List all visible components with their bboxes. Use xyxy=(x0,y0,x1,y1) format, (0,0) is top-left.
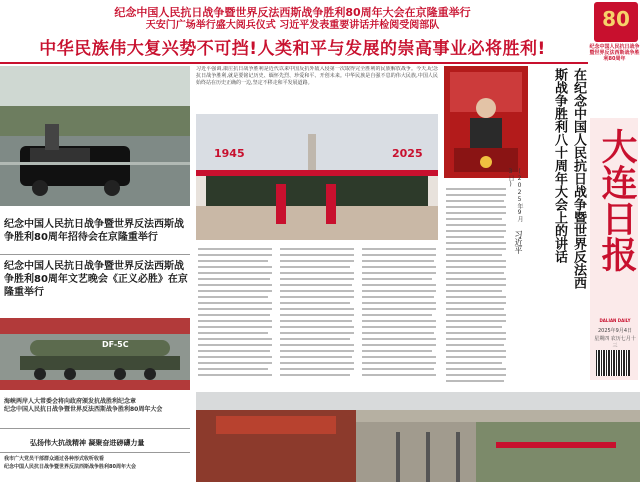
photo-label-2025: 2025 xyxy=(392,147,423,160)
photo-missile-parade xyxy=(0,318,190,390)
lead-article-summary: 习近平强调,康庄抗日战争胜利是近代以来中国反抗外敌入侵第一次取得完全胜利的民族解放战争。今天,纪念抗日战争胜利,就是要铭记历史、缅怀先烈、珍爱和平、开创未来。中华民族是自强不息的伟大民族,中国人民始终站在历史正确的一边,坚定不移走和平发展道路。 xyxy=(196,66,438,86)
speech-body xyxy=(444,184,508,388)
march-illustration xyxy=(196,114,438,240)
speech-text-lines xyxy=(444,184,508,388)
header-sub-line: 天安门广场举行盛大阅兵仪式 习近平发表重要讲话并检阅受阅部队 xyxy=(145,20,440,31)
masthead-english: DALIAN DAILY xyxy=(599,318,631,323)
missile-label: DF-5C xyxy=(102,340,129,349)
missile-illustration xyxy=(0,318,190,390)
speech-title: 在纪念中国人民抗日战争暨世界反法西斯战争胜利八十周年大会上的讲话 xyxy=(552,68,586,289)
left-block-spirit-title: 弘扬伟大抗战精神 凝聚奋进磅礴力量 xyxy=(30,439,145,447)
page-headline: 中华民族伟大复兴势不可挡!人类和平与发展的崇高事业必将胜利! xyxy=(39,39,546,59)
photo-tiananmen-march xyxy=(196,114,438,240)
speaker-illustration xyxy=(444,66,528,178)
header-top-line: 纪念中国人民抗日战争暨世界反法西斯战争胜利80周年大会在京隆重举行 xyxy=(114,6,471,19)
barcode xyxy=(596,350,630,376)
lead-article-columns xyxy=(196,244,438,388)
speech-author: 习近平 xyxy=(514,230,523,254)
text-lines xyxy=(196,244,438,388)
anniversary-badge xyxy=(594,2,638,42)
masthead-name: 大连日报 xyxy=(596,128,638,272)
parade-car-illustration xyxy=(0,66,190,206)
badge-number: 80 xyxy=(602,7,630,31)
left-divider-2 xyxy=(0,428,190,429)
left-block-medal-line1: 海峡两岸人大常委会将向政府颁发抗战胜利纪念章 xyxy=(4,398,137,405)
left-block-medal-line2: 纪念中国人民抗日战争暨世界反法西斯战争胜利80周年大会 xyxy=(4,406,163,413)
header-divider xyxy=(0,62,588,64)
masthead-issue: 星期四 农历七月十三 xyxy=(594,336,636,349)
photo-aerial-parade xyxy=(196,392,640,482)
left-block-city-line1: 我市广大党员干部群众通过各种形式收听收看 xyxy=(4,456,105,462)
left-block-gala-title: 纪念中国人民抗日战争暨世界反法西斯战争胜利80周年文艺晚会《正义必胜》在京隆重举行 xyxy=(4,261,188,298)
photo-label-1945: 1945 xyxy=(214,147,245,160)
left-block-city-line2: 纪念中国人民抗日战争暨世界反法西斯战争胜利80周年大会 xyxy=(4,464,136,470)
left-divider-3 xyxy=(0,452,190,453)
aerial-illustration xyxy=(196,392,640,482)
left-divider-1 xyxy=(0,254,190,255)
photo-speaker xyxy=(444,66,528,178)
masthead-date: 2025年9月4日 xyxy=(597,328,633,334)
photo-parade-car xyxy=(0,66,190,206)
speech-date: (2025年9月3日) xyxy=(507,168,523,222)
badge-caption: 纪念中国人民抗日战争暨世界反法西斯战争胜利80周年 xyxy=(589,44,640,62)
left-block-reception-title: 纪念中国人民抗日战争暨世界反法西斯战争胜利80周年招待会在京隆重举行 xyxy=(4,219,184,243)
